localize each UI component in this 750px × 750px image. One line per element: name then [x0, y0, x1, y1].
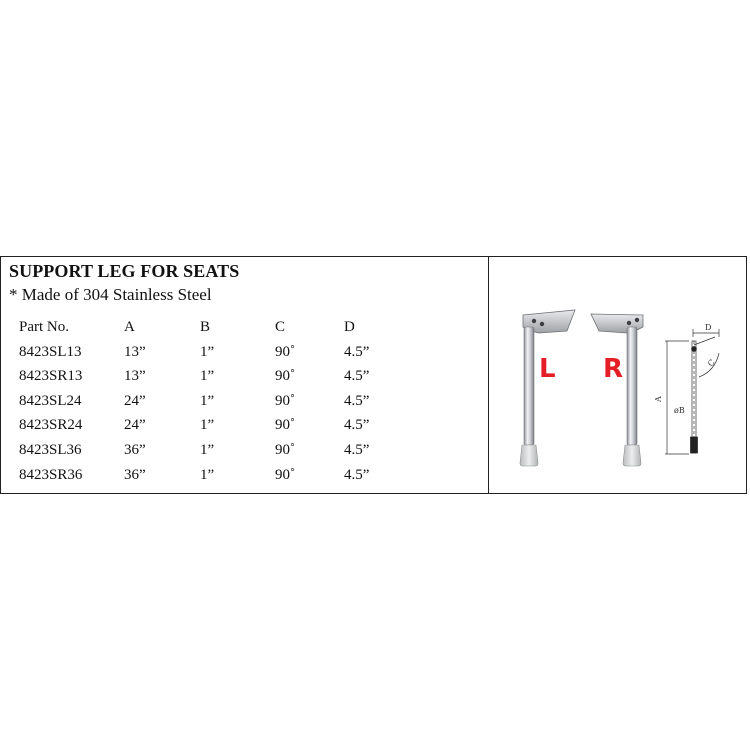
cell-c: 90˚ [275, 441, 295, 458]
product-image-section [489, 257, 747, 493]
cell-part-no: 8423SL24 [19, 392, 82, 409]
header-c: C [275, 319, 286, 335]
cell-d: 4.5” [344, 392, 370, 409]
cell-b: 1” [200, 392, 215, 409]
cell-d: 4.5” [344, 417, 370, 434]
cell-c: 90˚ [275, 466, 295, 483]
support-leg-illustration [489, 257, 747, 495]
right-leg-image [591, 314, 643, 466]
cell-part-no: 8423SR13 [19, 368, 83, 385]
left-leg-image [520, 310, 575, 466]
cell-a: 36” [124, 441, 146, 458]
cell-part-no: 8423SR36 [19, 466, 83, 483]
cell-d: 4.5” [344, 466, 370, 483]
cell-a: 24” [124, 392, 146, 409]
cell-b: 1” [200, 441, 215, 458]
header-a: A [124, 319, 135, 335]
table-row [19, 467, 394, 492]
cell-part-no: 8423SL36 [19, 441, 82, 458]
header-part-no: Part No. [19, 319, 69, 335]
spec-table [19, 319, 394, 491]
cell-a: 13” [124, 368, 146, 385]
dimension-d-label: D [705, 323, 712, 332]
dimension-drawing [665, 329, 719, 454]
header-b: B [200, 319, 211, 335]
table-row [19, 368, 394, 393]
cell-part-no: 8423SR24 [19, 417, 83, 434]
right-leg-label: R [603, 354, 624, 384]
spec-table-header-row [19, 319, 394, 344]
cell-c: 90˚ [275, 417, 295, 434]
cell-a: 13” [124, 343, 146, 360]
cell-a: 24” [124, 417, 146, 434]
dimension-b-label: øB [674, 406, 685, 415]
table-row [19, 417, 394, 442]
cell-b: 1” [200, 368, 215, 385]
dimension-c-label: C [706, 357, 717, 369]
cell-d: 4.5” [344, 368, 370, 385]
table-row [19, 442, 394, 467]
cell-b: 1” [200, 417, 215, 434]
table-row [19, 393, 394, 418]
cell-d: 4.5” [344, 441, 370, 458]
cell-c: 90˚ [275, 392, 295, 409]
spec-info-section [9, 257, 479, 493]
cell-a: 36” [124, 466, 146, 483]
cell-c: 90˚ [275, 343, 295, 360]
dimension-a-label: A [654, 396, 663, 402]
product-material-note: * Made of 304 Stainless Steel [9, 285, 212, 304]
cell-c: 90˚ [275, 368, 295, 385]
cell-b: 1” [200, 466, 215, 483]
spec-sheet-panel [0, 256, 747, 494]
cell-b: 1” [200, 343, 215, 360]
cell-part-no: 8423SL13 [19, 343, 82, 360]
left-leg-label: L [539, 354, 556, 384]
product-title: SUPPORT LEG FOR SEATS [9, 261, 240, 281]
header-d: D [344, 319, 355, 335]
table-row [19, 344, 394, 369]
cell-d: 4.5” [344, 343, 370, 360]
